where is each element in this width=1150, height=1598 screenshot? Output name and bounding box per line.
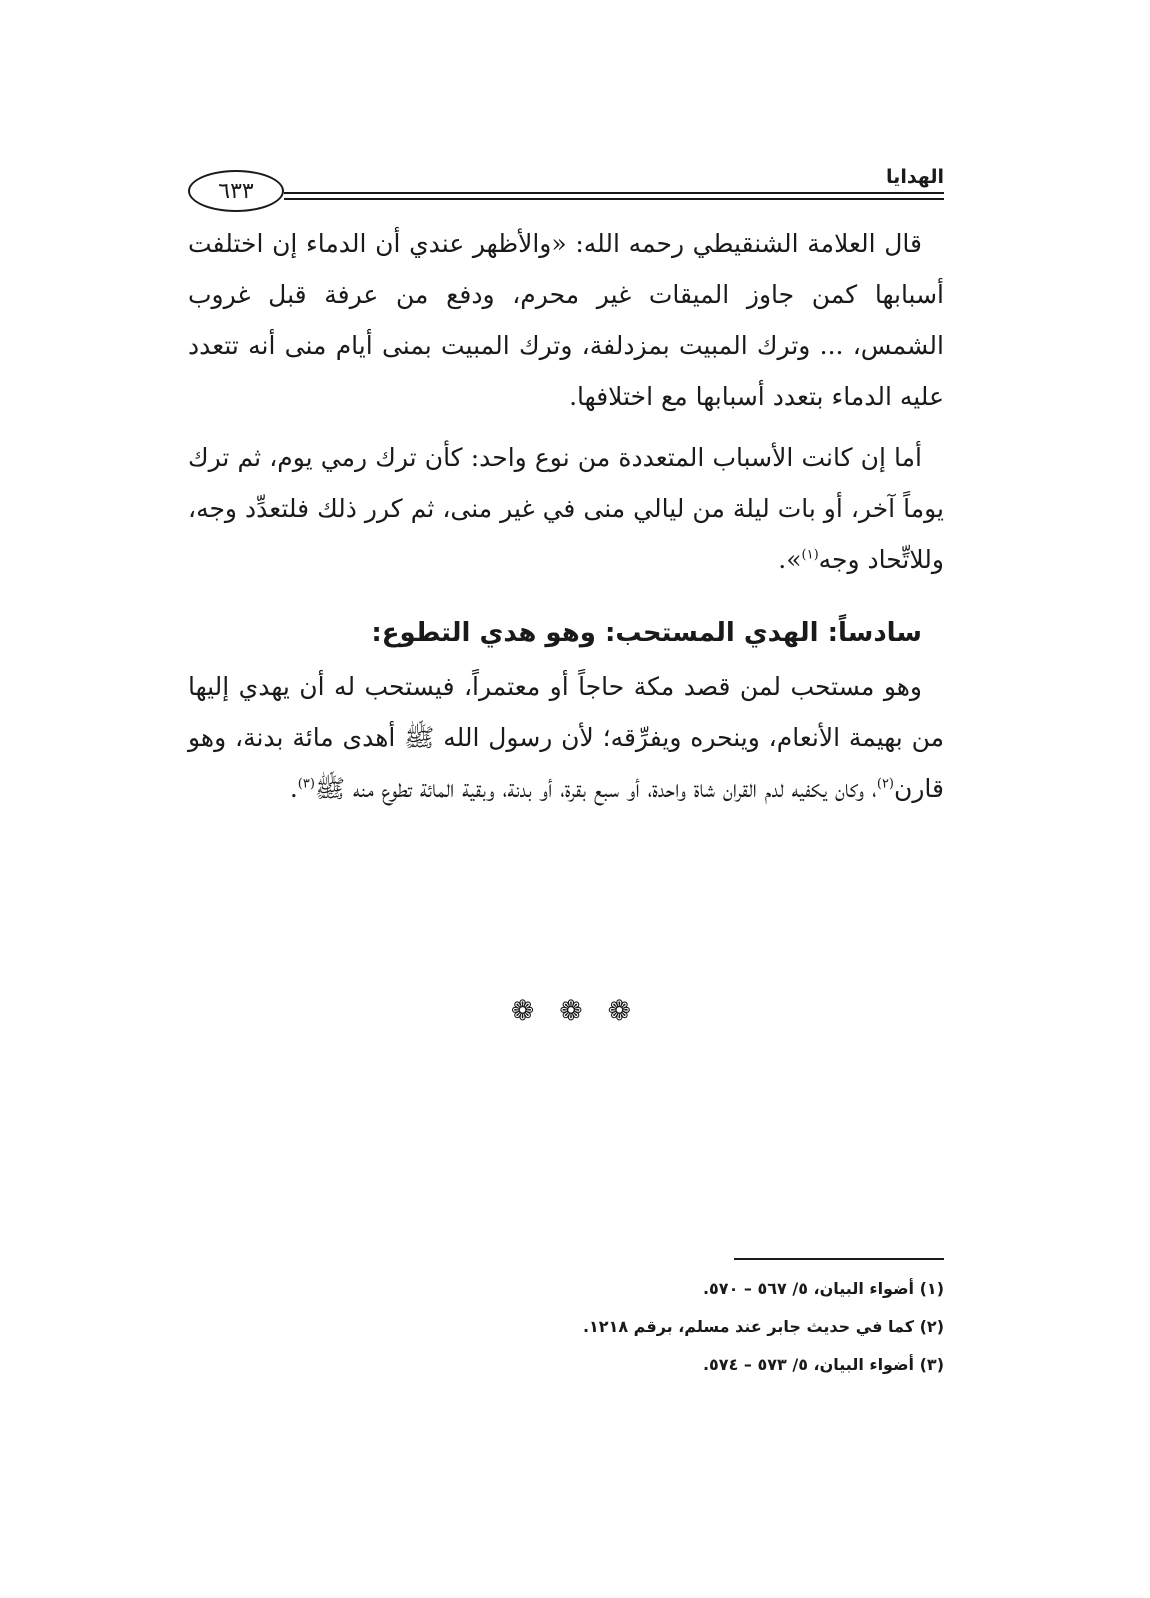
page-number: ٦٣٣ — [188, 170, 284, 212]
paragraph-quote-continued — [188, 432, 944, 585]
main-text — [188, 218, 944, 824]
sentence-end: . — [289, 774, 298, 803]
footnote-ref-1[interactable]: (١) — [801, 547, 819, 563]
header-rule — [284, 192, 944, 200]
section-divider-ornaments — [0, 994, 1150, 1027]
footnote-2: (٢) كما في حديث جابر عند مسلم، برقم ١٢١٨. — [582, 1317, 944, 1336]
footnote-separator — [734, 1258, 944, 1260]
footnote-ref-3[interactable]: (٣) — [297, 776, 315, 792]
paragraph-text: ، وكان يكفيه لدم القران شاة واحدة، أو سبع بقرة، أو بدنة، وبقية المائة تطوع منه ﷺ — [314, 774, 877, 803]
footnotes — [384, 1270, 944, 1384]
quote-close: ». — [778, 545, 802, 574]
paragraph-recommended-hady — [188, 661, 944, 814]
paragraph-text: وهو مستحب لمن قصد مكة حاجاً أو معتمراً، فيستحب له أن يهدي إليها من بهيمة الأنعام، وينحره ويفرِّقه؛ لأن رسول الله ﷺ أهدى مائة بدنة، وهو قارن — [188, 672, 944, 803]
flower-ornament-icon: ❁ — [607, 994, 640, 1027]
flower-ornament-icon: ❁ — [510, 994, 543, 1027]
paragraph-text: قال العلامة الشنقيطي رحمه الله: «والأظهر عندي أن الدماء إن اختلفت أسبابها كمن جاوز الميقات غير محرم، ودفع من عرفة قبل غروب الشمس، ... وترك المبيت بمزدلفة، وترك المبيت بمنى أيام منى أنه تتعدد عليه الدماء بتعدد أسبابها مع اختلافها. — [188, 229, 944, 411]
paragraph-quote-intro — [188, 218, 944, 422]
paragraph-text: أما إن كانت الأسباب المتعددة من نوع واحد: كأن ترك رمي يوم، ثم ترك يوماً آخر، أو بات ليلة من ليالي منى في غير منى، ثم كرر ذلك فلتعدِّد وجه، وللاتِّحاد وجه — [188, 443, 944, 574]
running-header — [188, 162, 944, 210]
flower-ornament-icon: ❁ — [559, 994, 591, 1027]
footnote-ref-2[interactable]: (٢) — [876, 776, 894, 792]
section-heading: سادساً: الهدي المستحب: وهو هدي التطوع: — [371, 618, 922, 648]
footnote-3: (٣) أضواء البيان، ٥/ ٥٧٣ – ٥٧٤. — [702, 1355, 944, 1374]
chapter-title: الهدايا — [886, 166, 944, 188]
footnote-1: (١) أضواء البيان، ٥/ ٥٦٧ – ٥٧٠. — [702, 1279, 944, 1298]
